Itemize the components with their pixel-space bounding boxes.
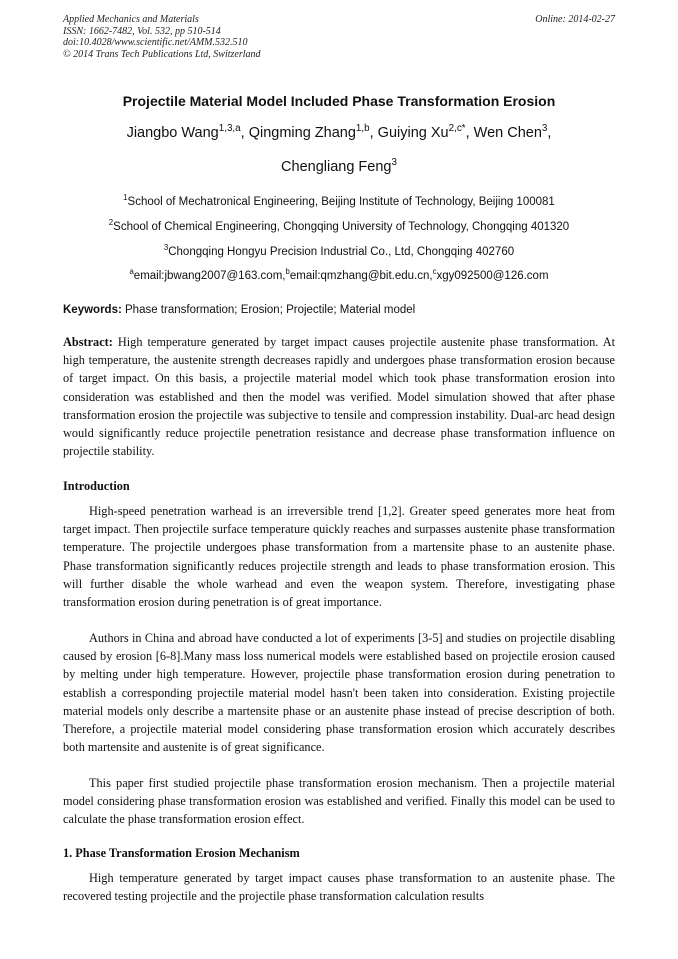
author-sep: , bbox=[465, 125, 474, 141]
affiliation-text: School of Mechatronical Engineering, Beijing Institute of Technology, Beijing 100081 bbox=[127, 196, 555, 208]
affiliation-sup: 3 bbox=[163, 243, 169, 253]
author-sep: , bbox=[240, 125, 249, 141]
abstract-label: Abstract: bbox=[63, 335, 113, 349]
intro-paragraph-1: High-speed penetration warhead is an irreversible trend [1,2]. Greater speed generates more heat from target impact. Then projectile surface temperature quickly reaches and surpasses austenite phase transformation temperature. The projectile undergoes phase transformation from a martensite phase to an austenite phase. Phase transformation significantly reduces projectile strength and leads to phase transformation erosion. This will further disable the whole warhead and even the weapon system. Therefore, investigating phase transformation erosion during penetration is of great importance. bbox=[63, 504, 615, 610]
email-sup: b bbox=[285, 267, 290, 277]
section-1-heading: 1. Phase Transformation Erosion Mechanism bbox=[63, 846, 300, 860]
author-name: Qingming Zhang bbox=[248, 125, 356, 141]
doi-line[interactable]: doi:10.4028/www.scientific.net/AMM.532.510 bbox=[63, 37, 248, 48]
email-sup: c bbox=[432, 267, 437, 277]
journal-header bbox=[63, 14, 615, 60]
affiliation-text: School of Chemical Engineering, Chongqing University of Technology, Chongqing 401320 bbox=[113, 221, 570, 233]
author-sup: 2,c* bbox=[448, 123, 466, 135]
author-name: Guiying Xu bbox=[377, 125, 449, 141]
paper-title: Projectile Material Model Included Phase Transformation Erosion bbox=[122, 93, 556, 109]
email-line bbox=[40, 267, 638, 282]
email-text[interactable]: email:jbwang2007@163.com, bbox=[133, 270, 286, 282]
intro-paragraph-3: This paper first studied projectile phase transformation erosion mechanism. Then a projectile material model considering phase transformation erosion was established and verified. Finally this model can be used to calculate the phase transformation erosion effect. bbox=[63, 776, 615, 827]
affiliation-sup: 1 bbox=[123, 193, 128, 203]
author-name: Wen Chen bbox=[473, 125, 542, 141]
affiliation-2 bbox=[40, 218, 638, 233]
author-sep: , bbox=[369, 125, 378, 141]
abstract bbox=[63, 333, 615, 460]
author-sup: 3 bbox=[541, 123, 548, 135]
email-sup: a bbox=[129, 267, 134, 277]
journal-name: Applied Mechanics and Materials bbox=[63, 14, 199, 25]
keywords-text: Phase transformation; Erosion; Projectile; Material model bbox=[125, 304, 416, 316]
keywords-label: Keywords: bbox=[63, 304, 122, 316]
affiliation-text: Chongqing Hongyu Precision Industrial Co., Ltd, Chongqing 402760 bbox=[168, 246, 515, 258]
online-date: Online: 2014-02-27 bbox=[535, 14, 615, 25]
affiliation-1 bbox=[40, 193, 638, 208]
author-name: Jiangbo Wang bbox=[126, 125, 219, 141]
section-1-paragraph: High temperature generated by target impact causes phase transformation to an austenite phase. The recovered testing projectile and the projectile phase transformation calculation results bbox=[63, 871, 615, 904]
author-sep: , bbox=[547, 125, 552, 141]
intro-paragraph-2: Authors in China and abroad have conducted a lot of experiments [3-5] and studies on projectile disabling caused by erosion [6-8].Many mass loss numerical models were established based on projectile erosion caused by melting under high temperature. However, projectile phase transformation erosion during penetration to establish a corresponding projectile material model hasn't been taken into consideration. Existing projectile material models only describe a martensite phase or an austenite phase instead of precise description of both. Therefore, a projectile material model considering phase transformation erosion which accurately describes both martensite and austenite is of great significance. bbox=[63, 631, 615, 755]
author-sup: 1,b bbox=[355, 123, 370, 135]
copyright-line: © 2014 Trans Tech Publications Ltd, Switzerland bbox=[63, 48, 261, 60]
introduction-heading: Introduction bbox=[63, 479, 130, 493]
email-text[interactable]: email:qmzhang@bit.edu.cn, bbox=[289, 270, 433, 282]
author-name: Chengliang Feng bbox=[281, 159, 392, 175]
abstract-text: High temperature generated by target impact causes projectile austenite phase transformation. At high temperature, the austenite strength decreases rapidly and undergoes phase transformation erosion because of target impact. On this basis, a projectile material model which took phase transformation erosion into consideration was established and then the model was verified. Model simulation showed that after phase transformation erosion the projectile was subjective to tensile and compression instability. Dual-arc head design would significantly reduce projectile penetration resistance and decrease phase transformation influence on projectile stability. bbox=[63, 335, 615, 459]
affiliation-sup: 2 bbox=[108, 218, 114, 228]
affiliation-3 bbox=[40, 243, 638, 258]
keywords bbox=[63, 304, 615, 316]
author-line-2 bbox=[40, 159, 638, 175]
author-sup: 1,3,a bbox=[218, 123, 241, 135]
author-line-1 bbox=[40, 125, 638, 141]
issn-line: ISSN: 1662-7482, Vol. 532, pp 510-514 bbox=[63, 25, 221, 37]
author-sup: 3 bbox=[391, 157, 397, 169]
email-text[interactable]: xgy092500@126.com bbox=[436, 270, 549, 282]
